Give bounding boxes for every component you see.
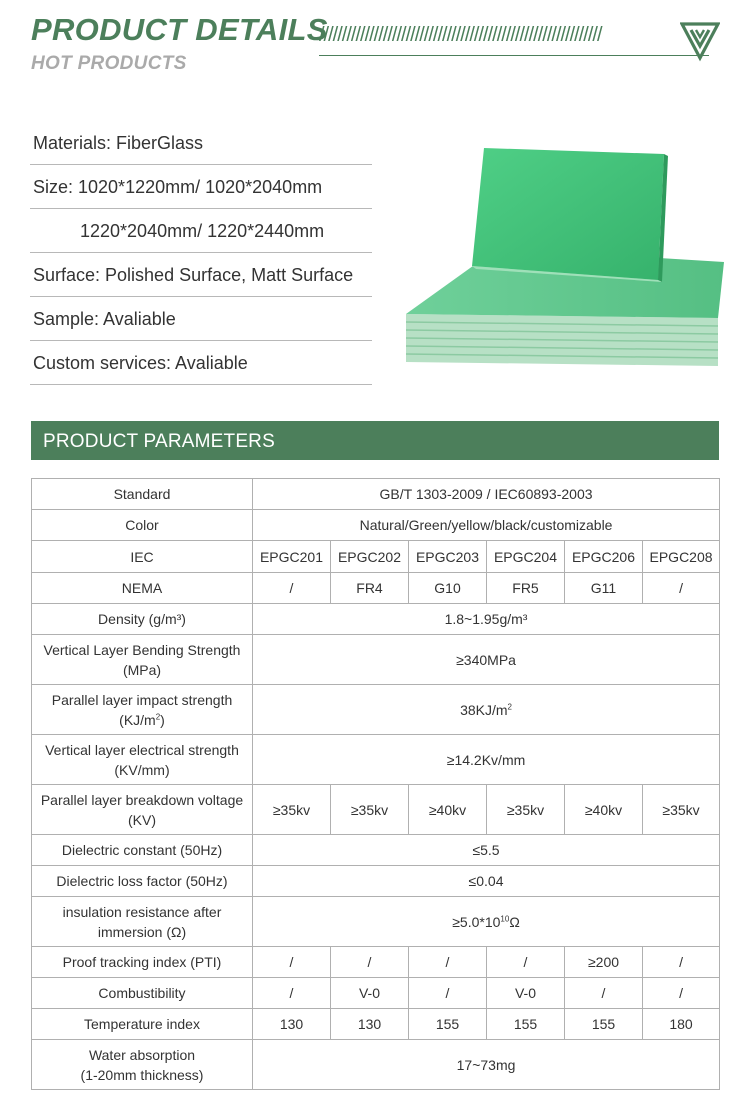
row-value: 17~73mg	[253, 1040, 720, 1090]
row-value: ≥14.2Kv/mm	[253, 735, 720, 785]
table-cell: 155	[487, 1009, 565, 1040]
spec-size-continued: 1220*2040mm/ 1220*2440mm	[30, 210, 372, 253]
table-cell: 130	[331, 1009, 409, 1040]
table-row-standard	[32, 479, 720, 510]
table-cell: EPGC204	[487, 541, 565, 573]
table-cell: /	[643, 947, 720, 978]
table-row-pti	[32, 947, 720, 978]
table-row-temperature-index	[32, 1009, 720, 1040]
table-cell: EPGC201	[253, 541, 331, 573]
table-cell: ≥35kv	[253, 785, 331, 835]
row-label-line: Water absorption	[88, 1046, 196, 1063]
row-label-line: (1-20mm thickness)	[80, 1066, 204, 1083]
product-image	[402, 142, 724, 372]
row-label-line: Parallel layer impact strength	[51, 691, 233, 708]
table-cell: V-0	[487, 978, 565, 1009]
row-label-line: Vertical Layer Bending Strength	[43, 641, 241, 658]
superscript: 2	[155, 711, 161, 721]
table-cell: EPGC202	[331, 541, 409, 573]
table-cell: ≥40kv	[565, 785, 643, 835]
spec-sample: Sample: Avaliable	[30, 298, 372, 341]
spec-surface: Surface: Polished Surface, Matt Surface	[30, 254, 372, 297]
row-label-line: immersion (Ω)	[97, 923, 187, 940]
table-cell: /	[487, 947, 565, 978]
table-cell: FR5	[487, 573, 565, 604]
table-row-loss-factor	[32, 866, 720, 897]
row-label: Color	[32, 510, 253, 541]
table-cell: EPGC208	[643, 541, 720, 573]
table-cell: 155	[409, 1009, 487, 1040]
product-spec-list	[30, 122, 372, 386]
table-cell: /	[565, 978, 643, 1009]
row-label: NEMA	[32, 573, 253, 604]
page-title: PRODUCT DETAILS	[31, 12, 328, 47]
row-label-unit: (KJ/m	[119, 711, 156, 728]
row-label: Dielectric constant (50Hz)	[32, 835, 253, 866]
row-label-line: Parallel layer breakdown voltage	[40, 791, 244, 808]
table-row-breakdown-voltage	[32, 785, 720, 835]
table-cell: ≥40kv	[409, 785, 487, 835]
table-cell: /	[253, 978, 331, 1009]
table-cell: EPGC206	[565, 541, 643, 573]
spec-custom-services: Custom services: Avaliable	[30, 342, 372, 385]
table-cell: /	[643, 573, 720, 604]
value-unit: Ω	[509, 913, 520, 930]
row-label: Combustibility	[32, 978, 253, 1009]
table-row-insulation-resistance	[32, 897, 720, 947]
table-cell: /	[253, 573, 331, 604]
table-row-iec	[32, 541, 720, 573]
table-cell: ≥35kv	[487, 785, 565, 835]
table-cell: 130	[253, 1009, 331, 1040]
row-value: GB/T 1303-2009 / IEC60893-2003	[253, 479, 720, 510]
params-section-heading: PRODUCT PARAMETERS	[31, 421, 719, 460]
table-row-density	[32, 604, 720, 635]
table-row-combustibility	[32, 978, 720, 1009]
row-label: IEC	[32, 541, 253, 573]
row-label: Standard	[32, 479, 253, 510]
table-cell: /	[643, 978, 720, 1009]
row-value: 1.8~1.95g/m³	[253, 604, 720, 635]
row-label: Dielectric loss factor (50Hz)	[32, 866, 253, 897]
table-cell: /	[409, 978, 487, 1009]
table-cell: 180	[643, 1009, 720, 1040]
row-label-line: (KV/mm)	[114, 761, 170, 778]
row-value: ≥340MPa	[253, 635, 720, 685]
table-row-dielectric-constant	[32, 835, 720, 866]
header-underline	[319, 55, 709, 56]
table-cell: G10	[409, 573, 487, 604]
double-chevron-down-triangle-icon	[680, 20, 720, 62]
table-row-water-absorption	[32, 1040, 720, 1090]
row-label: Density (g/m³)	[32, 604, 253, 635]
row-label-unit-close: )	[160, 711, 165, 728]
table-row-bending-strength	[32, 635, 720, 685]
row-value	[253, 897, 720, 947]
table-cell: /	[409, 947, 487, 978]
page-header	[31, 12, 721, 82]
table-cell: 155	[565, 1009, 643, 1040]
row-label-line: (KV)	[128, 811, 156, 828]
table-cell: FR4	[331, 573, 409, 604]
params-table	[31, 478, 720, 1090]
table-row-electrical-strength	[32, 735, 720, 785]
table-cell: /	[253, 947, 331, 978]
value-text: 38KJ/m	[460, 701, 508, 718]
spec-materials: Materials: FiberGlass	[30, 122, 372, 165]
row-label: Proof tracking index (PTI)	[32, 947, 253, 978]
row-value: ≤0.04	[253, 866, 720, 897]
table-cell: ≥35kv	[331, 785, 409, 835]
table-cell: G11	[565, 573, 643, 604]
table-cell: /	[331, 947, 409, 978]
row-label	[32, 735, 253, 785]
row-label	[32, 897, 253, 947]
table-cell: ≥200	[565, 947, 643, 978]
row-label-line: (MPa)	[122, 661, 162, 678]
row-label	[32, 635, 253, 685]
table-cell: ≥35kv	[643, 785, 720, 835]
row-label-line: Vertical layer electrical strength	[45, 741, 239, 758]
row-value: ≤5.5	[253, 835, 720, 866]
page-subtitle: HOT PRODUCTS	[31, 53, 187, 74]
table-cell: EPGC203	[409, 541, 487, 573]
decorative-hatch-line: //////////////////////////////////////////////////////////////	[319, 24, 602, 46]
row-value	[253, 685, 720, 735]
table-cell: V-0	[331, 978, 409, 1009]
row-label	[32, 785, 253, 835]
row-label	[32, 1040, 253, 1090]
row-label	[32, 685, 253, 735]
spec-size: Size: 1020*1220mm/ 1020*2040mm	[30, 166, 372, 209]
table-row-color	[32, 510, 720, 541]
superscript: 2	[507, 701, 512, 711]
table-row-nema	[32, 573, 720, 604]
value-text: ≥5.0*10	[452, 913, 501, 930]
row-label: Temperature index	[32, 1009, 253, 1040]
row-label-line: insulation resistance after	[62, 903, 222, 920]
row-value: Natural/Green/yellow/black/customizable	[253, 510, 720, 541]
table-row-impact-strength	[32, 685, 720, 735]
superscript: 10	[500, 913, 510, 923]
